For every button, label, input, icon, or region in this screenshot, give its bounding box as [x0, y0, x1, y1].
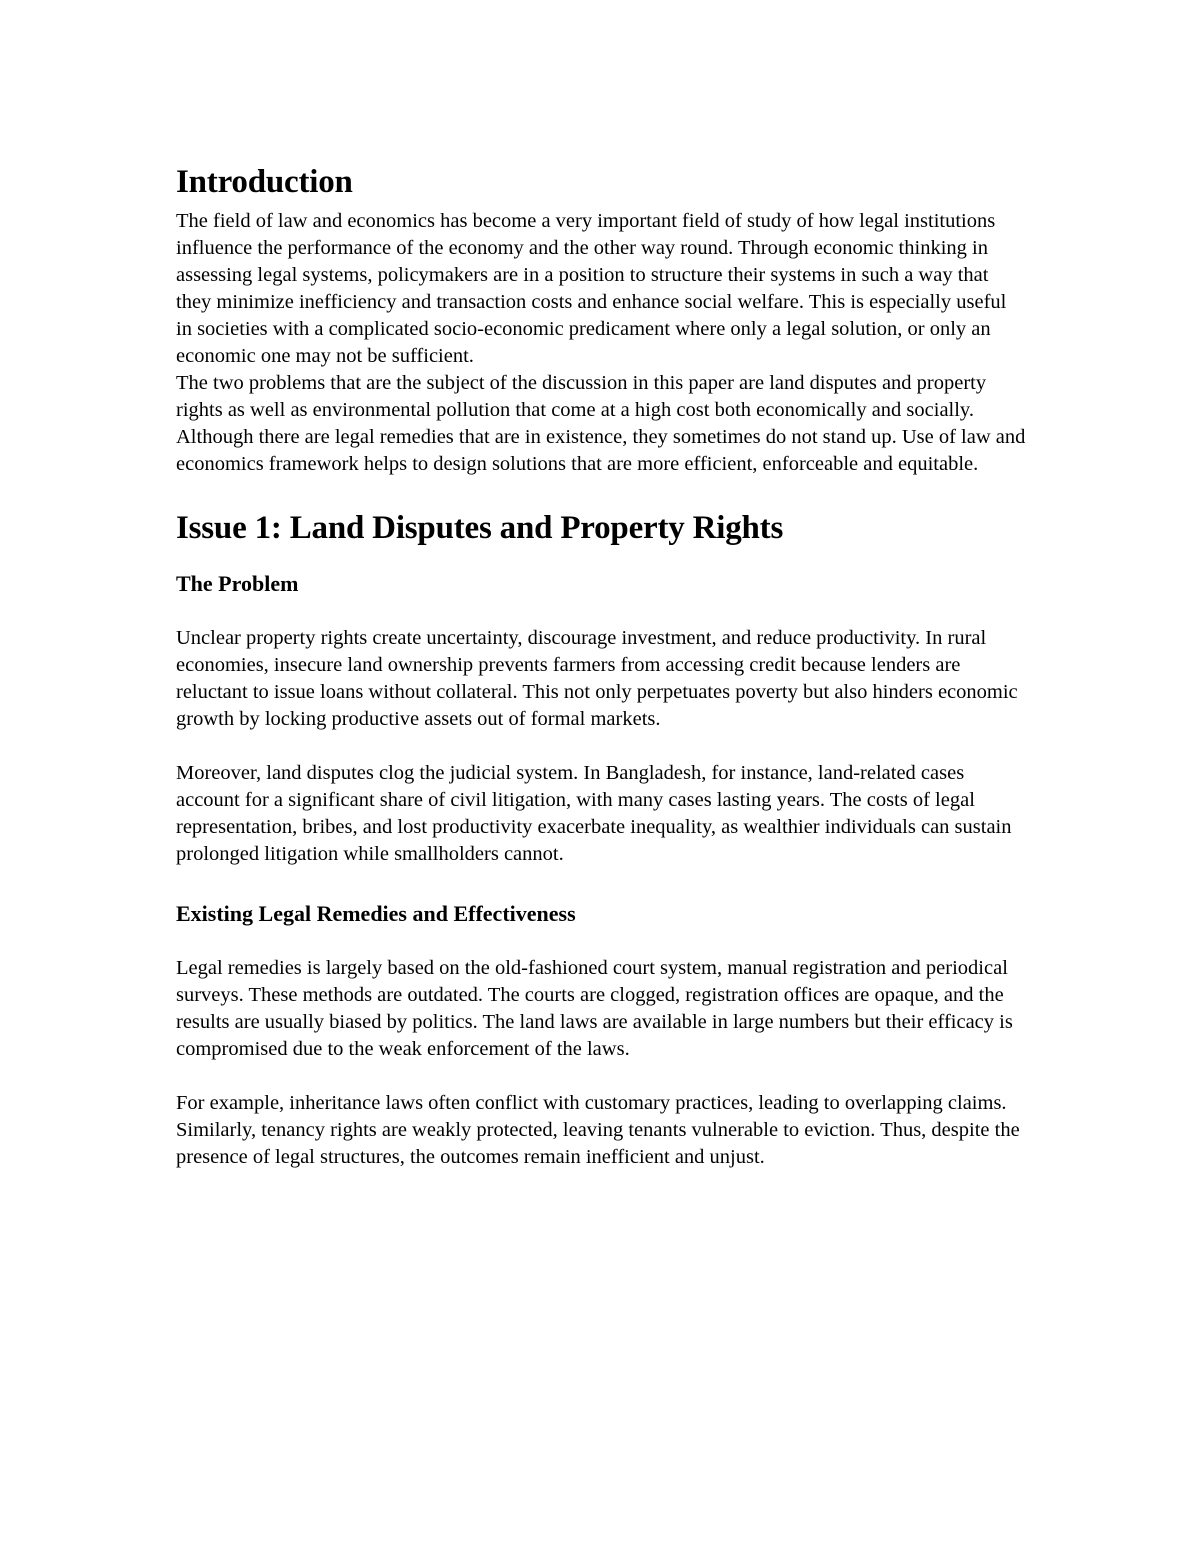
problem-paragraph-2: Moreover, land disputes clog the judicial system. In Bangladesh, for instance, land-related cases account for a significant share of civil litigation, with many cases lasting years. The costs of legal representation, bribes, and lost productivity exacerbate inequality, as wealthier individuals can sustain prolonged litigation while smallholders cannot.	[176, 762, 1012, 865]
document-page	[176, 162, 1026, 1171]
problem-paragraph-1: Unclear property rights create uncertainty, discourage investment, and reduce productivity. In rural economies, insecure land ownership prevents farmers from accessing credit because lenders are reluctant to issue loans without collateral. This not only perpetuates poverty but also hinders economic growth by locking productive assets out of formal markets.	[176, 627, 1018, 730]
remedies-paragraph-1: Legal remedies is largely based on the old-fashioned court system, manual registration and periodical surveys. These methods are outdated. The courts are clogged, registration offices are opaque, and the results are usually biased by politics. The land laws are available in large numbers but their efficacy is compromised due to the weak enforcement of the laws.	[176, 957, 1013, 1060]
issue-1-heading: Issue 1: Land Disputes and Property Rights	[176, 510, 784, 546]
remedies-paragraph-2: For example, inheritance laws often conflict with customary practices, leading to overlapping claims. Similarly, tenancy rights are weakly protected, leaving tenants vulnerable to eviction. Thus, despite the presence of legal structures, the outcomes remain inefficient and unjust.	[176, 1092, 1020, 1168]
introduction-heading: Introduction	[176, 164, 353, 200]
problem-heading: The Problem	[176, 571, 299, 596]
remedies-heading: Existing Legal Remedies and Effectiveness	[176, 901, 576, 926]
intro-paragraph-2: The two problems that are the subject of the discussion in this paper are land disputes and property rights as well as environmental pollution that come at a high cost both economically and socially. Although there are legal remedies that are in existence, they sometimes do not stand up. Use of law and economics framework helps to design solutions that are more efficient, enforceable and equitable.	[176, 372, 1026, 475]
intro-paragraph-1: The field of law and economics has become a very important field of study of how legal institutions influence the performance of the economy and the other way round. Through economic thinking in assessing legal systems, policymakers are in a position to structure their systems in such a way that they minimize inefficiency and transaction costs and enhance social welfare. This is especially useful in societies with a complicated socio-economic predicament where only a legal solution, or only an economic one may not be sufficient.	[176, 210, 1007, 367]
